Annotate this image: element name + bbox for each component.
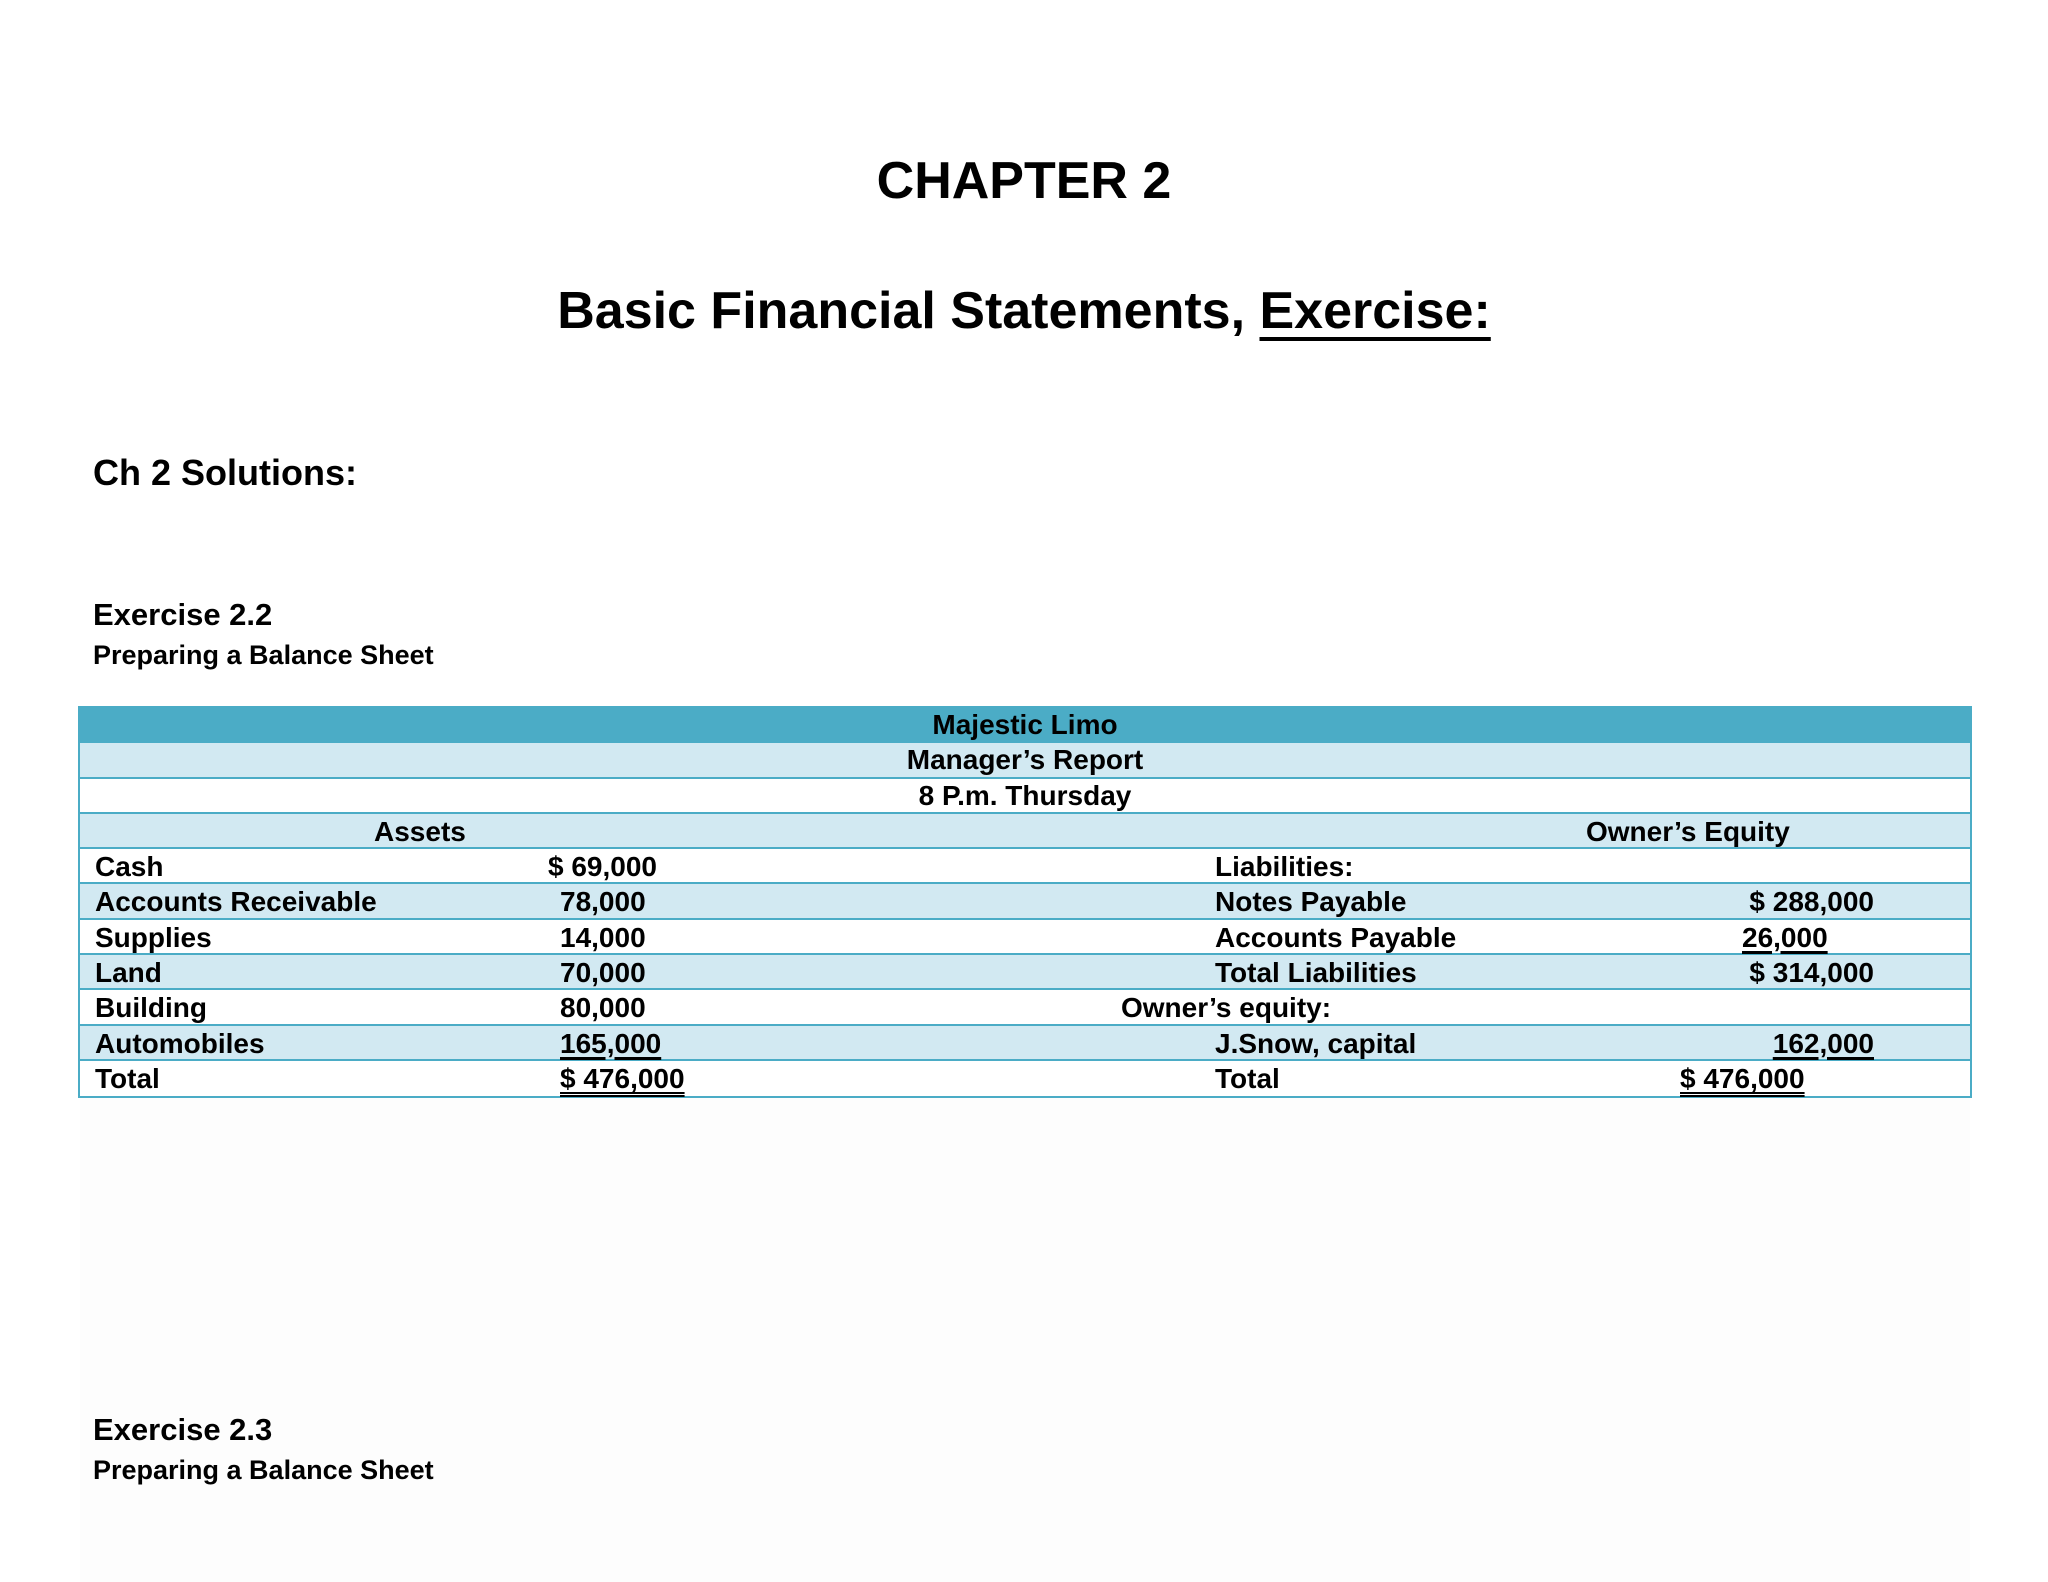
table-row	[80, 708, 1970, 743]
report-date: 8 P.m. Thursday	[918, 779, 1132, 811]
subtitle-text: Basic Financial Statements,	[557, 282, 1260, 340]
liability-label: Accounts Payable	[1215, 921, 1457, 953]
capital-value: 162,000	[1772, 1027, 1874, 1059]
section-title: Ch 2 Solutions:	[93, 452, 357, 493]
liability-value: $ 288,000	[1749, 886, 1874, 918]
asset-label: Building	[95, 992, 207, 1024]
table-row	[80, 920, 1970, 955]
liabilities-heading: Liabilities:	[1215, 851, 1354, 883]
table-row	[80, 779, 1970, 814]
liability-label: Notes Payable	[1215, 886, 1407, 918]
table-row	[80, 955, 1970, 990]
exercise-2-2-subtitle: Preparing a Balance Sheet	[93, 640, 434, 670]
table-row	[80, 743, 1970, 778]
asset-label: Supplies	[95, 921, 212, 953]
subtitle-exercise: Exercise:	[1259, 282, 1491, 340]
capital-label: J.Snow, capital	[1215, 1027, 1417, 1059]
assets-total-label: Total	[95, 1062, 160, 1094]
liability-value: 26,000	[1742, 921, 1828, 953]
table-row	[80, 1026, 1970, 1061]
assets-total-value: $ 476,000	[560, 1062, 685, 1094]
asset-label: Accounts Receivable	[95, 886, 377, 918]
assets-heading: Assets	[374, 815, 466, 847]
table-row	[80, 814, 1970, 849]
balance-sheet-table	[78, 706, 1972, 1098]
asset-value: 78,000	[560, 886, 646, 918]
lower-page-background	[80, 1098, 1970, 1582]
asset-value: 14,000	[560, 921, 646, 953]
asset-label: Land	[95, 957, 162, 989]
page-subtitle	[0, 280, 2048, 342]
total-liabilities-label: Total Liabilities	[1215, 957, 1417, 989]
table-row	[80, 1061, 1970, 1096]
chapter-title: CHAPTER 2	[876, 152, 1172, 210]
asset-value: $ 69,000	[548, 851, 657, 883]
asset-value: 165,000	[560, 1027, 662, 1059]
equity-total-label: Total	[1215, 1062, 1280, 1094]
table-row	[80, 990, 1970, 1025]
total-liabilities-value: $ 314,000	[1749, 957, 1874, 989]
asset-label: Automobiles	[95, 1027, 265, 1059]
asset-value: 70,000	[560, 957, 646, 989]
equity-total-value: $ 476,000	[1680, 1062, 1805, 1094]
report-name: Manager’s Report	[906, 744, 1144, 776]
owners-equity-heading: Owner’s Equity	[1586, 815, 1790, 847]
exercise-2-3-title: Exercise 2.3	[93, 1412, 273, 1447]
exercise-2-2-title: Exercise 2.2	[93, 597, 273, 632]
exercise-2-3-subtitle: Preparing a Balance Sheet	[93, 1455, 434, 1485]
owners-equity-subheading: Owner’s equity:	[1121, 992, 1332, 1024]
table-row	[80, 884, 1970, 919]
company-name: Majestic Limo	[932, 709, 1118, 740]
asset-value: 80,000	[560, 992, 646, 1024]
asset-label: Cash	[95, 851, 164, 883]
table-row	[80, 849, 1970, 884]
